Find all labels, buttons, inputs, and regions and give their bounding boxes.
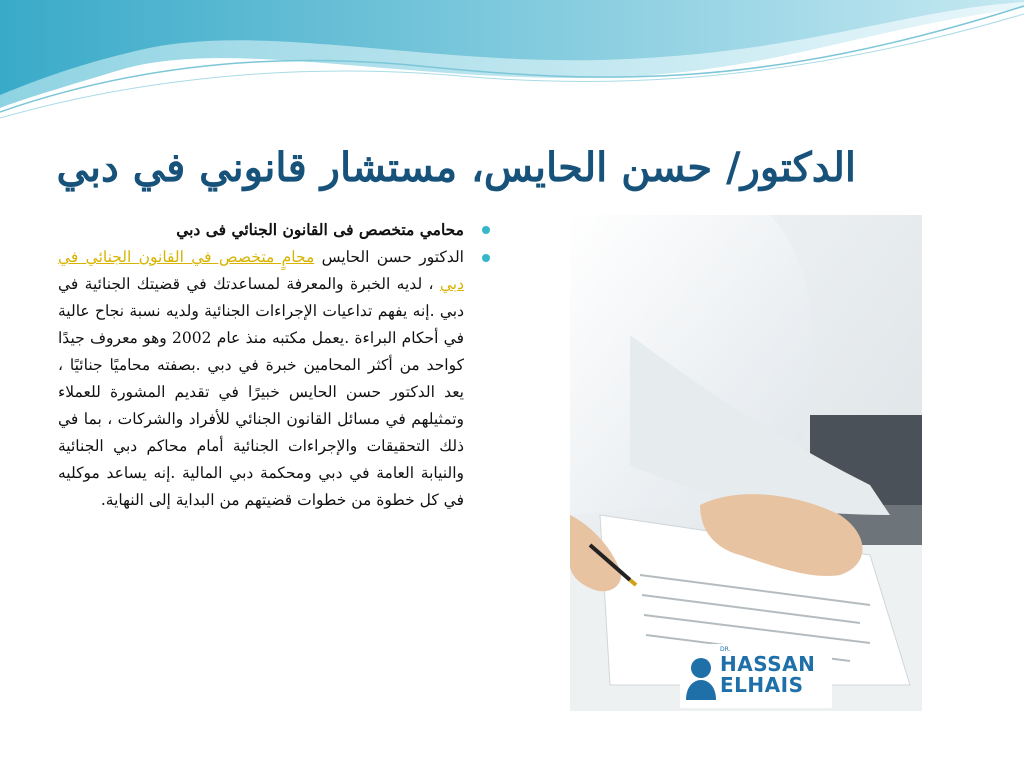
logo-line-1: HASSAN [720, 652, 816, 676]
portrait-icon [684, 652, 718, 700]
hassan-elhais-logo [680, 644, 832, 708]
slide-title: الدكتور/ حسن الحايس، مستشار قانوني في دبي [56, 144, 856, 191]
list-item [58, 216, 490, 244]
bullet-dot-icon [482, 254, 490, 262]
decorative-waves [0, 0, 1024, 120]
bullet-heading: محامي متخصص فى القانون الجنائي فى دبي [176, 220, 464, 239]
logo-line-2: ELHAIS [720, 673, 804, 697]
paragraph-body: ، لديه الخبرة والمعرفة لمساعدتك في قضيتك الجنائية في دبي .إنه يفهم تداعيات الإجراءات الجنائية ولديه نسبة نجاح عالية في أحكام البراءة .يعمل مكتبه منذ عام 2002 وهو معروف جيدًا كواحد من أكثر المحامين خبرة في دبي .بصفته محاميًا جنائيًا ، يعد الدكتور حسن الحايس خبيرًا في تقديم المشورة للعملاء وتمثيلهم في مسائل القانون الجنائي للأفراد والشركات ، بما في ذلك التحقيقات والإجراءات الجنائية أمام محاكم دبي الجنائية والنيابة العامة في دبي ومحكمة دبي المالية .إنه يساعد موكليه في كل خطوة من خطوات قضيتهم من البداية إلى النهاية. [58, 275, 464, 509]
bullet-list [58, 216, 490, 514]
logo-prefix: DR. [720, 646, 731, 653]
list-item [58, 244, 490, 514]
lawyer-signing-photo [570, 215, 922, 711]
criminal-lawyer-link[interactable]: محامٍ متخصص في القانون الجنائي في دبي [58, 248, 464, 293]
bullet-dot-icon [482, 226, 490, 234]
paragraph-intro: الدكتور حسن الحايس [314, 248, 464, 266]
logo-text [720, 654, 815, 696]
